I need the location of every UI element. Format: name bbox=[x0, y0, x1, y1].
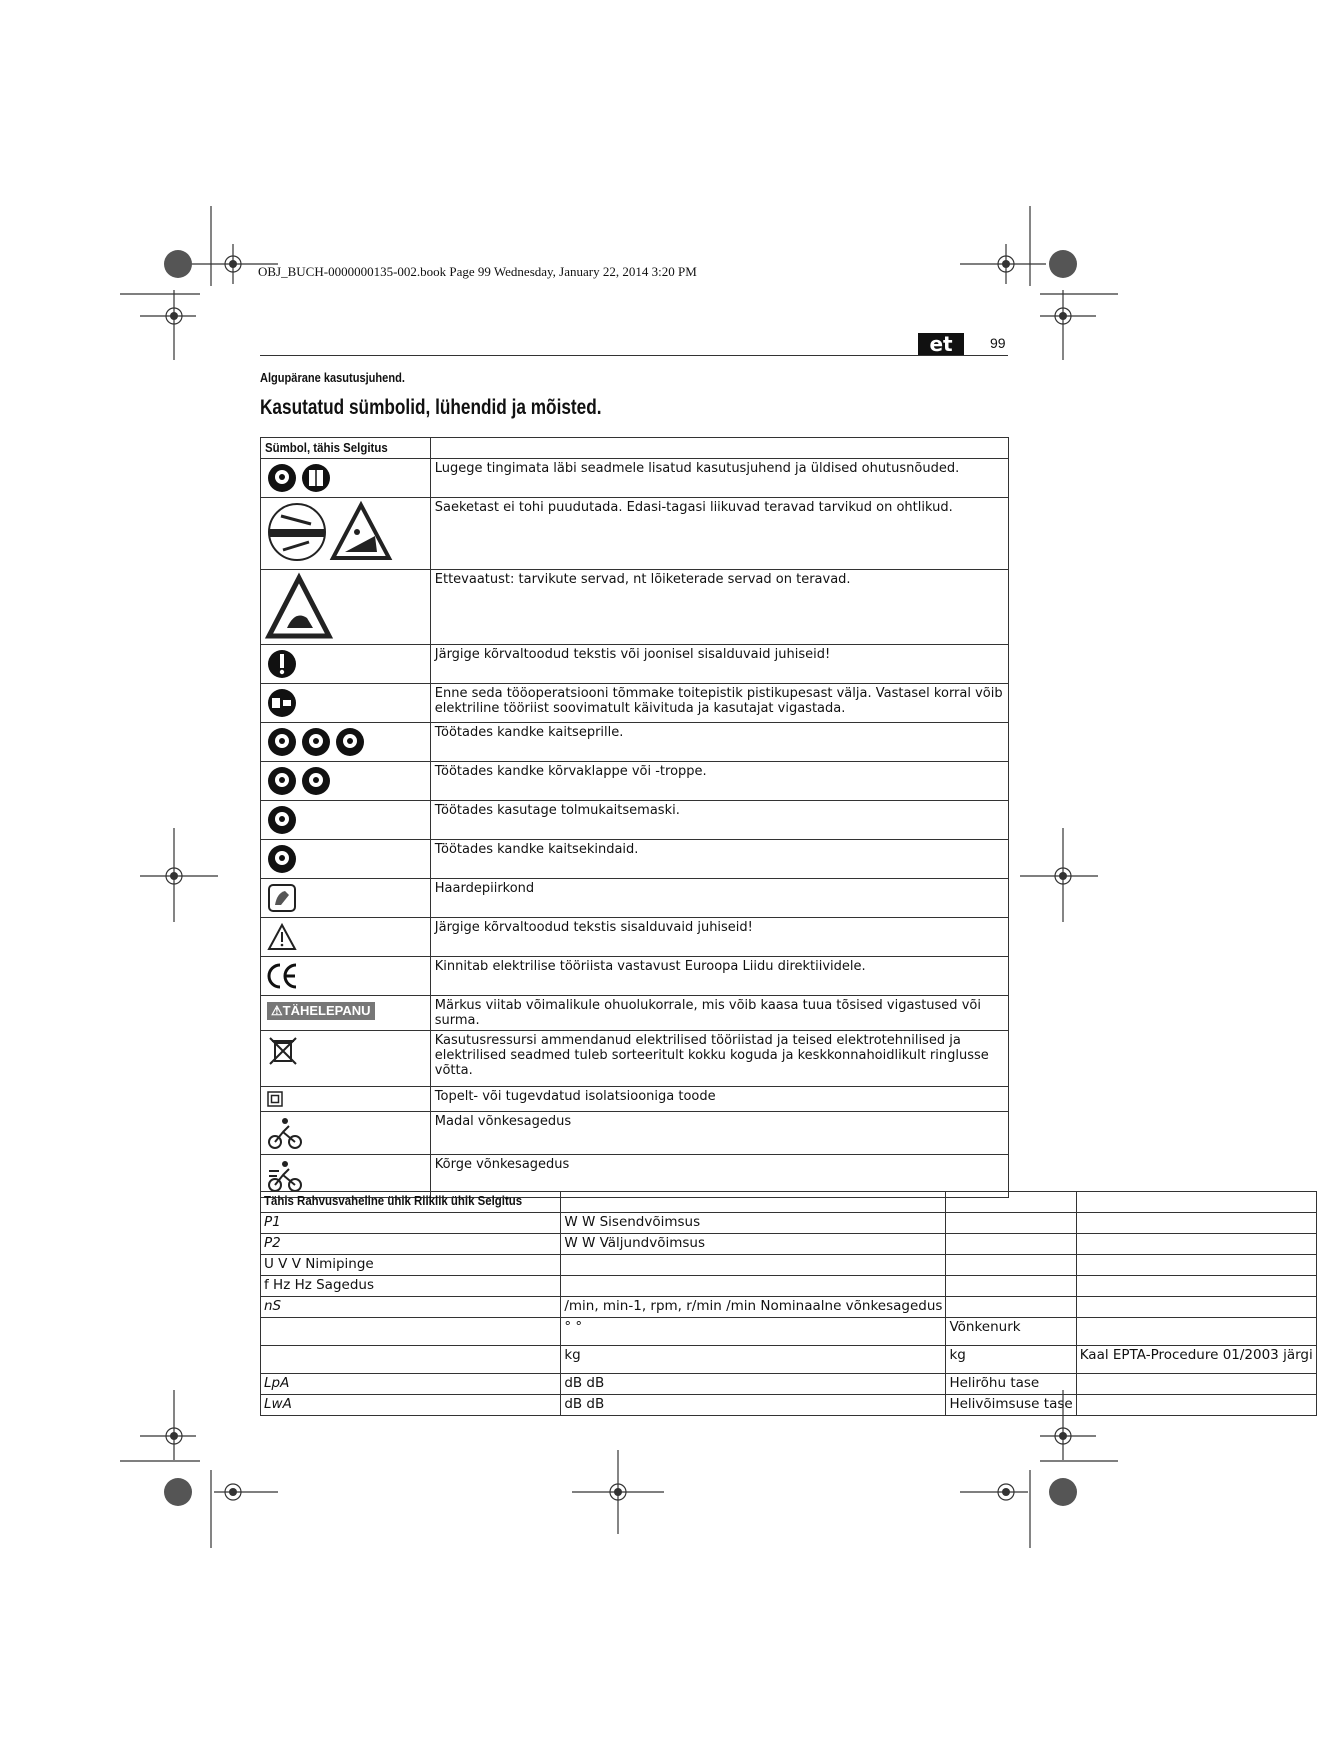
header-rule bbox=[260, 355, 1008, 356]
unit-cell-c2: dB dB bbox=[561, 1374, 946, 1395]
table-header: Tähis Rahvusvaheline ühik Riiklik ühik Selgitus bbox=[264, 1193, 523, 1208]
table-row bbox=[261, 1297, 1317, 1318]
dust-mask-icon bbox=[267, 805, 297, 835]
symbol-cell bbox=[261, 1087, 431, 1112]
ear-protection-icon bbox=[267, 766, 297, 796]
warning-triangle-icon bbox=[331, 502, 391, 562]
warning-label: ⚠TÄHELEPANU bbox=[267, 1002, 375, 1020]
table-row bbox=[261, 1087, 1009, 1112]
description-cell: Ettevaatust: tarvikute servad, nt lõiketerade servad on teravad. bbox=[430, 570, 1008, 645]
fast-bike-icon bbox=[267, 1159, 303, 1193]
symbol-cell bbox=[261, 957, 431, 996]
unit-cell-c3: kg bbox=[946, 1346, 1076, 1374]
unit-cell-c2: dB dB bbox=[561, 1395, 946, 1416]
unit-cell-c4 bbox=[1076, 1318, 1316, 1346]
language-badge: et bbox=[918, 333, 964, 355]
symbol-cell bbox=[261, 801, 431, 840]
table-header: Sümbol, tähis Selgitus bbox=[265, 440, 388, 455]
document-subtitle: Algupärane kasutusjuhend. bbox=[260, 370, 405, 385]
slow-bike-icon bbox=[267, 1116, 303, 1150]
description-cell: Järgige kõrvaltoodud tekstis või joonisel sisalduvaid juhiseid! bbox=[430, 645, 1008, 684]
table-row bbox=[261, 840, 1009, 879]
unit-cell-c2: ° ° bbox=[561, 1318, 946, 1346]
book-icon bbox=[301, 463, 331, 493]
unit-cell-c2: W W Sisendvõimsus bbox=[561, 1213, 946, 1234]
unit-cell-c2: /min, min-1, rpm, r/min /min Nominaalne võnkesagedus bbox=[561, 1297, 946, 1318]
description-cell: Topelt- või tugevdatud isolatsiooniga toode bbox=[430, 1087, 1008, 1112]
table-row bbox=[261, 1318, 1317, 1346]
unit-cell-c4 bbox=[1076, 1255, 1316, 1276]
table-row bbox=[261, 1346, 1317, 1374]
symbol-cell bbox=[261, 1112, 431, 1155]
table-row bbox=[261, 570, 1009, 645]
table-row bbox=[261, 1031, 1009, 1087]
unit-cell-c3 bbox=[946, 1213, 1076, 1234]
description-cell: Kinnitab elektrilise tööriista vastavust Euroopa Liidu direktiividele. bbox=[430, 957, 1008, 996]
symbol-cell bbox=[261, 645, 431, 684]
sharp-edge-warning-icon bbox=[267, 574, 331, 640]
unit-cell-c3: Helivõimsuse tase bbox=[946, 1395, 1076, 1416]
description-cell: Haardepiirkond bbox=[430, 879, 1008, 918]
table-row bbox=[261, 459, 1009, 498]
unit-cell-c2 bbox=[561, 1255, 946, 1276]
unit-cell-c4 bbox=[1076, 1374, 1316, 1395]
unit-cell-c3 bbox=[946, 1234, 1076, 1255]
unit-cell-c4 bbox=[1076, 1234, 1316, 1255]
symbol-cell bbox=[261, 996, 431, 1031]
symbols-table bbox=[260, 437, 1009, 1198]
unit-cell-c2: W W Väljundvõimsus bbox=[561, 1234, 946, 1255]
table-header-row bbox=[261, 1192, 1317, 1213]
description-cell: Madal võnkesagedus bbox=[430, 1112, 1008, 1155]
unit-cell-c4: Kaal EPTA-Procedure 01/2003 järgi bbox=[1076, 1346, 1316, 1374]
unit-cell-c3 bbox=[946, 1255, 1076, 1276]
unit-cell-c3 bbox=[946, 1276, 1076, 1297]
unit-cell-c3 bbox=[946, 1297, 1076, 1318]
table-row bbox=[261, 879, 1009, 918]
description-cell: Töötades kasutage tolmukaitsemaski. bbox=[430, 801, 1008, 840]
unit-cell-c1: P1 bbox=[261, 1213, 561, 1234]
table-row bbox=[261, 723, 1009, 762]
table-row bbox=[261, 918, 1009, 957]
gloves-icon bbox=[267, 844, 297, 874]
symbol-cell bbox=[261, 459, 431, 498]
symbol-cell bbox=[261, 684, 431, 723]
table-row bbox=[261, 1234, 1317, 1255]
description-cell: Järgige kõrvaltoodud tekstis sisalduvaid juhiseid! bbox=[430, 918, 1008, 957]
description-cell: Töötades kandke kõrvaklappe või -troppe. bbox=[430, 762, 1008, 801]
unit-cell-c1: nS bbox=[261, 1297, 561, 1318]
description-cell: Enne seda tööoperatsiooni tõmmake toitepistik pistikupesast välja. Vastasel korral võib elektriline tööriist soovimatult käivituda ja kasutajat vigastada. bbox=[430, 684, 1008, 723]
table-row bbox=[261, 762, 1009, 801]
unit-cell-c4 bbox=[1076, 1276, 1316, 1297]
table-row bbox=[261, 1374, 1317, 1395]
description-cell: Märkus viitab võimalikule ohuolukorrale, mis võib kaasa tuua tõsised vigastused või surma. bbox=[430, 996, 1008, 1031]
unit-cell-c1: P2 bbox=[261, 1234, 561, 1255]
double-insulation-icon bbox=[267, 1091, 283, 1107]
table-row bbox=[261, 498, 1009, 570]
ce-mark-icon bbox=[267, 961, 301, 991]
table-row bbox=[261, 645, 1009, 684]
unit-cell-c1: LpA bbox=[261, 1374, 561, 1395]
table-row bbox=[261, 1395, 1317, 1416]
unit-cell-c2 bbox=[561, 1276, 946, 1297]
page-number: 99 bbox=[990, 335, 1006, 351]
symbol-cell bbox=[261, 918, 431, 957]
description-cell: Kõrge võnkesagedus bbox=[430, 1155, 1008, 1198]
table-row bbox=[261, 1213, 1317, 1234]
unit-cell-c1: f Hz Hz Sagedus bbox=[261, 1276, 561, 1297]
unit-cell-c1 bbox=[261, 1318, 561, 1346]
symbol-cell bbox=[261, 1031, 431, 1087]
goggles-icon bbox=[267, 727, 297, 757]
unplug-icon bbox=[267, 688, 297, 718]
symbol-cell bbox=[261, 879, 431, 918]
unit-cell-c4 bbox=[1076, 1213, 1316, 1234]
unit-cell-c1: LwA bbox=[261, 1395, 561, 1416]
glasses-icon bbox=[335, 727, 365, 757]
table-row bbox=[261, 801, 1009, 840]
table-row bbox=[261, 957, 1009, 996]
description-cell: Töötades kandke kaitsekindaid. bbox=[430, 840, 1008, 879]
symbol-cell bbox=[261, 723, 431, 762]
grip-area-icon bbox=[267, 883, 297, 913]
table-row bbox=[261, 1255, 1317, 1276]
table-row bbox=[261, 1112, 1009, 1155]
page-title: Kasutatud sümbolid, lühendid ja mõisted. bbox=[260, 396, 602, 419]
description-cell: Kasutusressursi ammendanud elektrilised tööriistad ja teised elektrotehnilised ja elektrilised seadmed tuleb sorteeritult kokku koguda ja keskkonnahoidlikult ringlusse võtta. bbox=[430, 1031, 1008, 1087]
table-header-row bbox=[261, 438, 1009, 459]
unit-cell-c2: kg bbox=[561, 1346, 946, 1374]
exclamation-icon bbox=[267, 649, 297, 679]
symbol-cell bbox=[261, 840, 431, 879]
table-row bbox=[261, 996, 1009, 1031]
unit-cell-c3: Helirõhu tase bbox=[946, 1374, 1076, 1395]
symbol-cell bbox=[261, 498, 431, 570]
unit-cell-c4 bbox=[1076, 1395, 1316, 1416]
table-row bbox=[261, 684, 1009, 723]
units-table bbox=[260, 1191, 1317, 1416]
symbol-cell bbox=[261, 762, 431, 801]
unit-cell-c1: U V V Nimipinge bbox=[261, 1255, 561, 1276]
description-cell: Saeketast ei tohi puudutada. Edasi-tagasi liikuvad teravad tarvikud on ohtlikud. bbox=[430, 498, 1008, 570]
description-cell: Töötades kandke kaitseprille. bbox=[430, 723, 1008, 762]
face-shield-icon bbox=[301, 727, 331, 757]
read-manual-icon bbox=[267, 463, 297, 493]
table-row bbox=[261, 1276, 1317, 1297]
caution-triangle-icon bbox=[267, 922, 297, 952]
weee-bin-icon bbox=[267, 1035, 299, 1067]
file-info-line: OBJ_BUCH-0000000135-002.book Page 99 Wednesday, January 22, 2014 3:20 PM bbox=[258, 264, 697, 279]
symbol-cell bbox=[261, 570, 431, 645]
ear-muffs-icon bbox=[301, 766, 331, 796]
unit-cell-c3: Võnkenurk bbox=[946, 1318, 1076, 1346]
unit-cell-c4 bbox=[1076, 1297, 1316, 1318]
attention-saw-icon bbox=[267, 502, 327, 562]
description-cell: Lugege tingimata läbi seadmele lisatud kasutusjuhend ja üldised ohutusnõuded. bbox=[430, 459, 1008, 498]
unit-cell-c1 bbox=[261, 1346, 561, 1374]
